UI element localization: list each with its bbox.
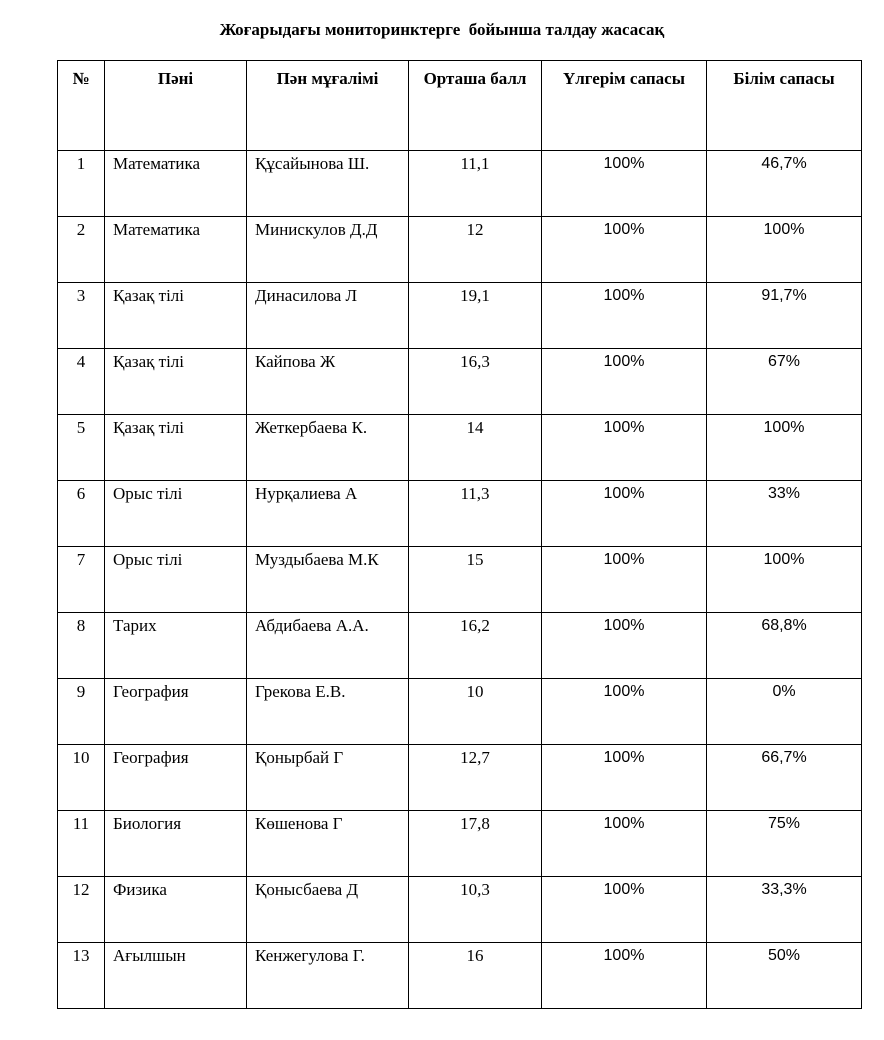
cell-performance: 100% [542, 283, 707, 349]
cell-subject: География [105, 679, 247, 745]
table-row [58, 943, 862, 1009]
cell-performance: 100% [542, 745, 707, 811]
cell-subject: Орыс тілі [105, 481, 247, 547]
cell-performance: 100% [542, 877, 707, 943]
header-quality: Білім сапасы [707, 61, 862, 151]
cell-average: 16 [409, 943, 542, 1009]
cell-performance: 100% [542, 151, 707, 217]
cell-average: 15 [409, 547, 542, 613]
cell-average: 10 [409, 679, 542, 745]
cell-quality: 100% [707, 547, 862, 613]
cell-num: 12 [58, 877, 105, 943]
cell-performance: 100% [542, 811, 707, 877]
table-row [58, 415, 862, 481]
cell-performance: 100% [542, 481, 707, 547]
header-teacher: Пән мұғалімі [247, 61, 409, 151]
table-body [58, 151, 862, 1009]
cell-subject: Математика [105, 151, 247, 217]
cell-subject: География [105, 745, 247, 811]
cell-quality: 0% [707, 679, 862, 745]
cell-teacher: Абдибаева А.А. [247, 613, 409, 679]
cell-quality: 75% [707, 811, 862, 877]
cell-performance: 100% [542, 217, 707, 283]
cell-subject: Қазақ тілі [105, 283, 247, 349]
cell-teacher: Қонырбай Г [247, 745, 409, 811]
cell-average: 11,3 [409, 481, 542, 547]
cell-subject: Қазақ тілі [105, 349, 247, 415]
cell-teacher: Кайпова Ж [247, 349, 409, 415]
cell-quality: 100% [707, 415, 862, 481]
cell-num: 3 [58, 283, 105, 349]
table-row [58, 547, 862, 613]
cell-quality: 50% [707, 943, 862, 1009]
cell-subject: Математика [105, 217, 247, 283]
cell-performance: 100% [542, 613, 707, 679]
cell-teacher: Кенжегулова Г. [247, 943, 409, 1009]
cell-teacher: Көшенова Г [247, 811, 409, 877]
cell-num: 9 [58, 679, 105, 745]
cell-teacher: Грекова Е.В. [247, 679, 409, 745]
cell-subject: Биология [105, 811, 247, 877]
cell-quality: 67% [707, 349, 862, 415]
cell-teacher: Қонысбаева Д [247, 877, 409, 943]
cell-num: 2 [58, 217, 105, 283]
cell-performance: 100% [542, 415, 707, 481]
table-row [58, 349, 862, 415]
header-average: Орташа балл [409, 61, 542, 151]
cell-average: 12,7 [409, 745, 542, 811]
cell-num: 8 [58, 613, 105, 679]
cell-teacher: Жеткербаева К. [247, 415, 409, 481]
cell-num: 1 [58, 151, 105, 217]
cell-num: 7 [58, 547, 105, 613]
cell-average: 17,8 [409, 811, 542, 877]
cell-teacher: Нурқалиева А [247, 481, 409, 547]
cell-average: 16,3 [409, 349, 542, 415]
cell-quality: 91,7% [707, 283, 862, 349]
cell-teacher: Құсайынова Ш. [247, 151, 409, 217]
cell-teacher: Минискулов Д.Д [247, 217, 409, 283]
results-table [57, 60, 862, 1009]
table-row [58, 877, 862, 943]
cell-average: 12 [409, 217, 542, 283]
cell-subject: Орыс тілі [105, 547, 247, 613]
cell-average: 19,1 [409, 283, 542, 349]
cell-quality: 100% [707, 217, 862, 283]
cell-average: 16,2 [409, 613, 542, 679]
cell-quality: 46,7% [707, 151, 862, 217]
table-row [58, 217, 862, 283]
header-subject: Пәні [105, 61, 247, 151]
cell-performance: 100% [542, 679, 707, 745]
document-title: Жоғарыдағы мониторинктерге бойынша талдау жасасақ [219, 20, 665, 39]
cell-num: 13 [58, 943, 105, 1009]
table-row [58, 283, 862, 349]
header-performance: Үлгерім сапасы [542, 61, 707, 151]
cell-teacher: Динасилова Л [247, 283, 409, 349]
header-num: № [58, 61, 105, 151]
cell-average: 10,3 [409, 877, 542, 943]
table-row [58, 613, 862, 679]
cell-quality: 33,3% [707, 877, 862, 943]
table-row [58, 745, 862, 811]
table-header-row [58, 61, 862, 151]
cell-teacher: Муздыбаева М.К [247, 547, 409, 613]
cell-subject: Тарих [105, 613, 247, 679]
table-row [58, 151, 862, 217]
cell-quality: 33% [707, 481, 862, 547]
table-row [58, 481, 862, 547]
cell-average: 14 [409, 415, 542, 481]
cell-quality: 66,7% [707, 745, 862, 811]
cell-quality: 68,8% [707, 613, 862, 679]
cell-num: 6 [58, 481, 105, 547]
cell-num: 5 [58, 415, 105, 481]
cell-performance: 100% [542, 547, 707, 613]
cell-subject: Физика [105, 877, 247, 943]
table-row [58, 679, 862, 745]
cell-performance: 100% [542, 349, 707, 415]
table-row [58, 811, 862, 877]
cell-subject: Ағылшын [105, 943, 247, 1009]
cell-subject: Қазақ тілі [105, 415, 247, 481]
cell-performance: 100% [542, 943, 707, 1009]
cell-num: 11 [58, 811, 105, 877]
cell-num: 4 [58, 349, 105, 415]
cell-average: 11,1 [409, 151, 542, 217]
cell-num: 10 [58, 745, 105, 811]
